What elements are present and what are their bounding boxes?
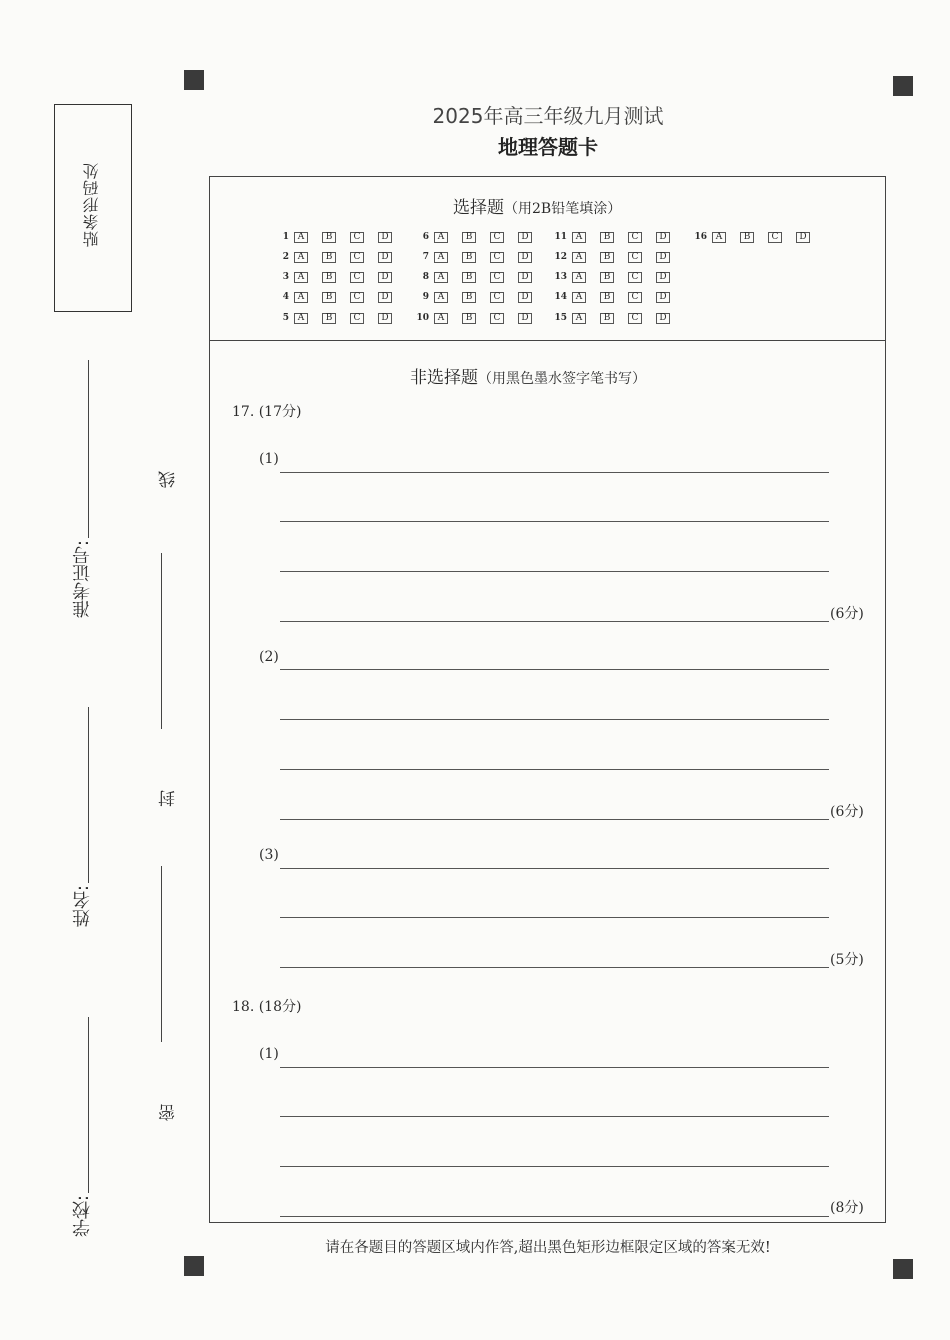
mc-question-number: 15 [554, 313, 567, 323]
mc-question-number: 12 [554, 252, 567, 262]
name-line [88, 707, 89, 883]
mc-option-a-box[interactable]: A [294, 252, 308, 263]
mc-question-number: 2 [282, 252, 289, 262]
mc-option-a-box[interactable]: A [572, 272, 586, 283]
mc-question-9 [415, 289, 546, 305]
mc-option-c-box[interactable]: C [350, 292, 364, 303]
mc-heading [453, 193, 621, 218]
q17-part-3-score: (5分) [830, 952, 864, 968]
mc-option-d-box[interactable]: D [518, 232, 532, 243]
seal-line-segment [161, 553, 162, 729]
mc-option-c-box[interactable]: C [628, 313, 642, 324]
mc-option-a-box[interactable]: A [434, 313, 448, 324]
mc-option-b-box[interactable]: B [600, 313, 614, 324]
seal-char-line: 线 [159, 471, 179, 488]
answer-line[interactable] [280, 868, 829, 869]
mc-option-a-box[interactable]: A [434, 272, 448, 283]
answer-line[interactable] [280, 621, 829, 622]
mc-question-number: 11 [554, 232, 567, 242]
mc-option-c-box[interactable]: C [350, 313, 364, 324]
question-17-heading: 17. (17分) [232, 404, 302, 420]
mc-option-d-box[interactable]: D [656, 313, 670, 324]
mc-option-c-box[interactable]: C [490, 272, 504, 283]
mc-option-c-box[interactable]: C [350, 272, 364, 283]
mc-question-number: 16 [694, 232, 707, 242]
mc-question-number: 5 [282, 313, 289, 323]
q17-part-2-score: (6分) [830, 804, 864, 820]
mc-question-10 [415, 310, 546, 326]
registration-mark-bottom-left [184, 1256, 204, 1276]
mc-question-number: 9 [422, 292, 429, 302]
free-heading-text: 非选择题 [410, 368, 478, 388]
q17-part-2-label: (2) [259, 649, 279, 665]
mc-option-c-box[interactable]: C [490, 252, 504, 263]
mc-option-a-box[interactable]: A [294, 272, 308, 283]
mc-option-d-box[interactable]: D [656, 272, 670, 283]
mc-option-d-box[interactable]: D [518, 292, 532, 303]
mc-option-c-box[interactable]: C [628, 292, 642, 303]
mc-option-a-box[interactable]: A [572, 252, 586, 263]
mc-question-3 [275, 269, 406, 285]
mc-option-b-box[interactable]: B [600, 292, 614, 303]
answer-line[interactable] [280, 967, 829, 968]
answer-line[interactable] [280, 1216, 829, 1217]
mc-question-number: 8 [422, 272, 429, 282]
seal-char-seal: 封 [159, 790, 179, 807]
mc-option-b-box[interactable]: B [322, 292, 336, 303]
mc-option-a-box[interactable]: A [572, 292, 586, 303]
q18-part-1-score: (8分) [830, 1200, 864, 1216]
footer-warning: 请在各题目的答题区域内作答,超出黑色矩形边框限定区域的答案无效! [325, 1240, 771, 1256]
seal-char-secret: 密 [159, 1104, 179, 1121]
mc-option-d-box[interactable]: D [378, 272, 392, 283]
exam-number-label: 准考证号: [72, 540, 93, 619]
mc-question-number: 7 [422, 252, 429, 262]
mc-option-d-box[interactable]: D [518, 252, 532, 263]
section-divider [209, 340, 886, 341]
mc-option-a-box[interactable]: A [434, 292, 448, 303]
mc-question-number: 4 [282, 292, 289, 302]
registration-mark-bottom-right [893, 1259, 913, 1279]
mc-option-c-box[interactable]: C [628, 252, 642, 263]
answer-line[interactable] [280, 521, 829, 522]
mc-question-5 [275, 310, 406, 326]
mc-option-c-box[interactable]: C [490, 232, 504, 243]
mc-option-c-box[interactable]: C [350, 232, 364, 243]
mc-question-number: 6 [422, 232, 429, 242]
mc-option-b-box[interactable]: B [462, 272, 476, 283]
mc-question-4 [275, 289, 406, 305]
mc-question-16 [693, 229, 824, 245]
mc-question-13 [553, 269, 684, 285]
answer-line[interactable] [280, 1067, 829, 1068]
mc-option-d-box[interactable]: D [796, 232, 810, 243]
mc-question-number: 14 [554, 292, 567, 302]
mc-option-b-box[interactable]: B [600, 252, 614, 263]
barcode-label: 贴条形码处 [82, 162, 101, 248]
card-title: 地理答题卡 [498, 135, 598, 159]
mc-question-6 [415, 229, 546, 245]
q17-part-1-score: (6分) [830, 606, 864, 622]
answer-line[interactable] [280, 669, 829, 670]
answer-line[interactable] [280, 719, 829, 720]
mc-option-b-box[interactable]: B [600, 272, 614, 283]
mc-option-b-box[interactable]: B [462, 232, 476, 243]
mc-option-b-box[interactable]: B [322, 313, 336, 324]
registration-mark-top-right [893, 76, 913, 96]
mc-option-a-box[interactable]: A [294, 232, 308, 243]
exam-number-line [88, 360, 89, 538]
mc-question-1 [275, 229, 406, 245]
mc-option-d-box[interactable]: D [656, 232, 670, 243]
q18-part-1-label: (1) [259, 1046, 279, 1062]
mc-heading-note: （用2B铅笔填涂） [504, 201, 622, 217]
mc-option-d-box[interactable]: D [518, 272, 532, 283]
mc-option-b-box[interactable]: B [462, 252, 476, 263]
mc-option-b-box[interactable]: B [322, 232, 336, 243]
mc-option-b-box[interactable]: B [462, 292, 476, 303]
mc-option-d-box[interactable]: D [656, 252, 670, 263]
school-line [88, 1017, 89, 1193]
mc-question-15 [553, 310, 684, 326]
mc-question-11 [553, 229, 684, 245]
mc-option-a-box[interactable]: A [434, 232, 448, 243]
seal-line-segment [161, 866, 162, 1042]
answer-line[interactable] [280, 917, 829, 918]
mc-option-c-box[interactable]: C [628, 232, 642, 243]
mc-question-7 [415, 249, 546, 265]
q17-part-1-label: (1) [259, 451, 279, 467]
mc-question-number: 10 [416, 313, 429, 323]
mc-option-a-box[interactable]: A [572, 232, 586, 243]
mc-option-a-box[interactable]: A [434, 252, 448, 263]
question-18-heading: 18. (18分) [232, 999, 302, 1015]
mc-option-a-box[interactable]: A [294, 292, 308, 303]
mc-question-8 [415, 269, 546, 285]
mc-option-a-box[interactable]: A [294, 313, 308, 324]
answer-frame [209, 176, 886, 1223]
answer-line[interactable] [280, 769, 829, 770]
mc-option-d-box[interactable]: D [518, 313, 532, 324]
mc-question-14 [553, 289, 684, 305]
mc-question-2 [275, 249, 406, 265]
mc-option-c-box[interactable]: C [490, 292, 504, 303]
mc-option-d-box[interactable]: D [378, 252, 392, 263]
q17-part-3-label: (3) [259, 847, 279, 863]
mc-option-d-box[interactable]: D [378, 313, 392, 324]
exam-title: 2025年高三年级九月测试 [432, 104, 664, 128]
mc-option-d-box[interactable]: D [656, 292, 670, 303]
mc-option-b-box[interactable]: B [740, 232, 754, 243]
free-heading [410, 363, 646, 388]
mc-option-a-box[interactable]: A [712, 232, 726, 243]
mc-option-d-box[interactable]: D [378, 292, 392, 303]
answer-line[interactable] [280, 819, 829, 820]
mc-question-number: 1 [282, 232, 289, 242]
answer-line[interactable] [280, 571, 829, 572]
mc-heading-text: 选择题 [453, 198, 504, 218]
mc-question-number: 13 [554, 272, 567, 282]
mc-option-b-box[interactable]: B [322, 252, 336, 263]
free-heading-note: （用黑色墨水签字笔书写） [478, 371, 646, 387]
mc-question-12 [553, 249, 684, 265]
answer-line[interactable] [280, 472, 829, 473]
name-label: 姓名: [72, 885, 93, 928]
mc-option-b-box[interactable]: B [600, 232, 614, 243]
mc-question-number: 3 [282, 272, 289, 282]
school-label: 学校: [72, 1195, 93, 1238]
mc-option-c-box[interactable]: C [350, 252, 364, 263]
mc-option-d-box[interactable]: D [378, 232, 392, 243]
answer-line[interactable] [280, 1166, 829, 1167]
registration-mark-top-left [184, 70, 204, 90]
mc-option-c-box[interactable]: C [628, 272, 642, 283]
mc-option-b-box[interactable]: B [462, 313, 476, 324]
mc-option-c-box[interactable]: C [490, 313, 504, 324]
mc-option-c-box[interactable]: C [768, 232, 782, 243]
mc-option-a-box[interactable]: A [572, 313, 586, 324]
answer-line[interactable] [280, 1116, 829, 1117]
mc-option-b-box[interactable]: B [322, 272, 336, 283]
